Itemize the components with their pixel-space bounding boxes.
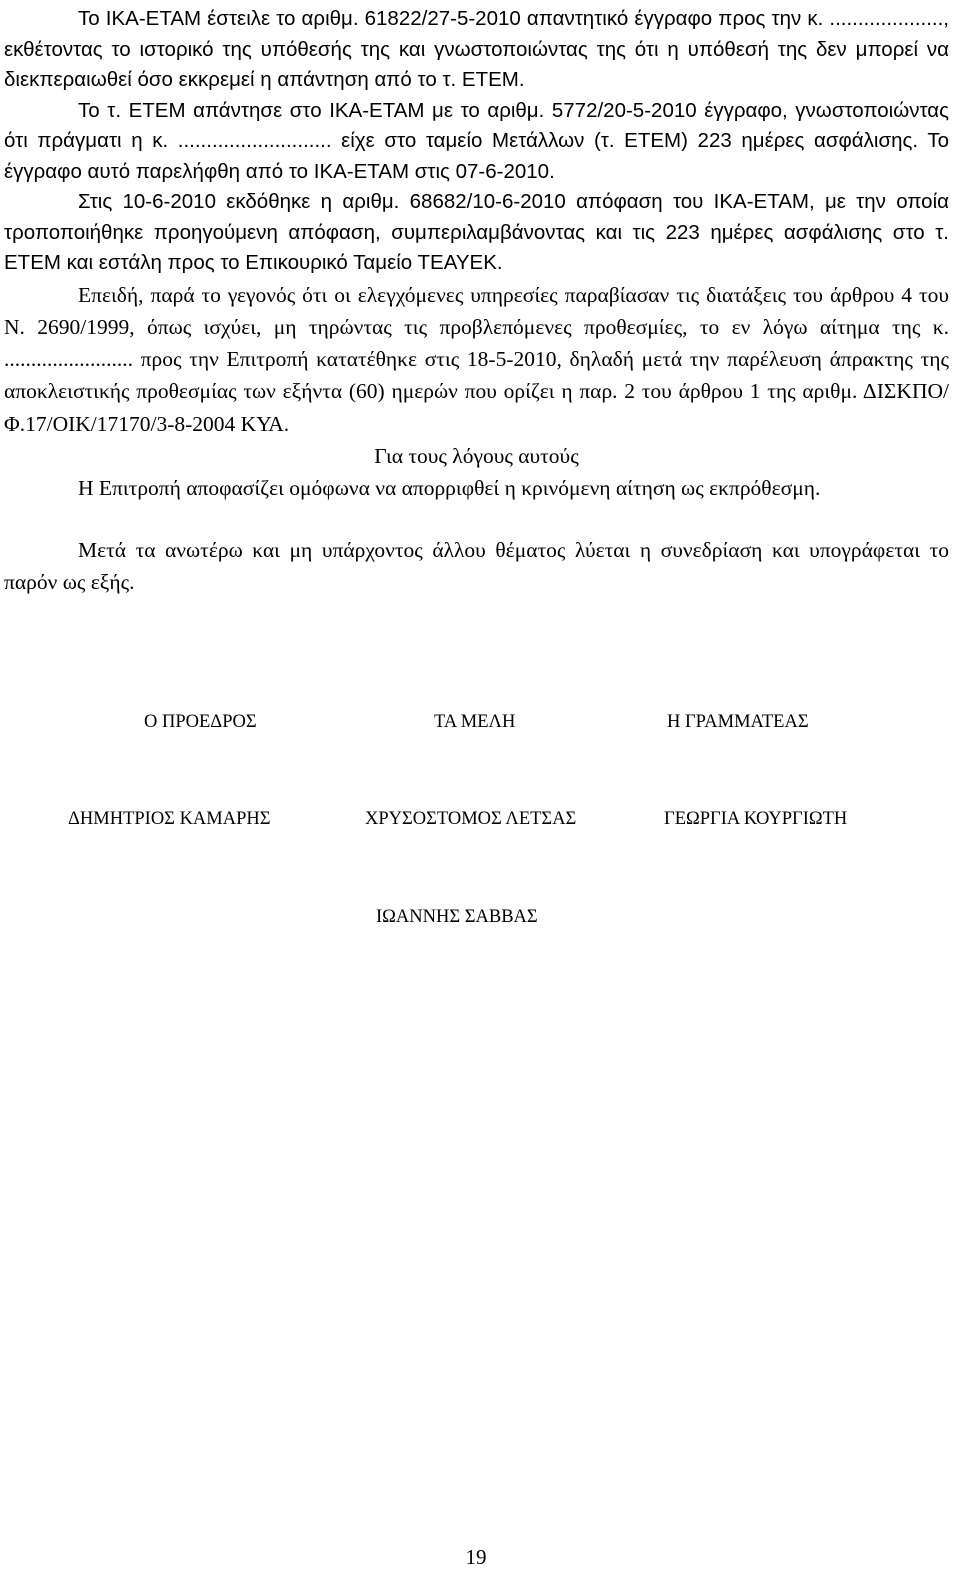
president-title: Ο ΠΡΟΕΔΡΟΣ xyxy=(144,712,257,732)
secretary-title: Η ΓΡΑΜΜΑΤΕΑΣ xyxy=(667,712,809,732)
paragraph-committee-decision: Η Επιτροπή αποφασίζει ομόφωνα να απορριφθεί η κρινόμενη αίτηση ως εκπρόθεσμη. xyxy=(78,476,821,501)
members-title: ΤΑ ΜΕΛΗ xyxy=(434,712,516,732)
paragraph-deadline-reasoning: Επειδή, παρά το γεγονός ότι οι ελεγχόμενες υπηρεσίες παραβίασαν τις διατάξεις του άρθρου 4 του Ν. 2690/1999, όπως ισχύει, μη τηρώντας τις προβλεπόμενες προθεσμίες, το εν λόγω αίτημα της κ. ........................ προς την Επιτροπή κατατέθηκε στις 18-5-2010, δηλαδή μετά την παρέλευση άπρακτης της αποκλειστικής προθεσμίας των εξήντα (60) ημερών που ορίζει η παρ. 2 του άρθρου 1 της αριθμ. ΔΙΣΚΠΟ/Φ.17/ΟΙΚ/17170/3-8-2004 ΚΥΑ. xyxy=(4,282,949,436)
document-body xyxy=(4,4,949,598)
president-name: ΔΗΜΗΤΡΙΟΣ ΚΑΜΑΡΗΣ xyxy=(68,809,271,829)
paragraph-decision-issued: Στις 10-6-2010 εκδόθηκε η αριθμ. 68682/10-6-2010 απόφαση του ΙΚΑ-ΕΤΑΜ, με την οποία τροποποιήθηκε προηγούμενη απόφαση, συμπεριλαμβάνοντας και τις 223 ημέρες ασφάλισης στο τ. ΕΤΕΜ και εστάλη προς το Επικουρικό Ταμείο ΤΕΑΥΕΚ. xyxy=(4,190,949,274)
paragraph-etem-response: Το τ. ΕΤΕΜ απάντησε στο ΙΚΑ-ΕΤΑΜ με το αριθμ. 5772/20-5-2010 έγγραφο, γνωστοποιώντας ότι πράγματι η κ. ........................... είχε στο ταμείο Μετάλλων (τ. ΕΤΕΜ) 223 ημέρες ασφάλισης. Το έγγραφο αυτό παρελήφθη από το ΙΚΑ-ΕΤΑΜ στις 07-6-2010. xyxy=(4,98,949,183)
paragraph-closing: Μετά τα ανωτέρω και μη υπάρχοντος άλλου θέματος λύεται η συνεδρίαση και υπογράφεται το παρόν ως εξής. xyxy=(4,537,949,594)
section-heading: Για τους λόγους αυτούς xyxy=(374,443,579,468)
page-number: 19 xyxy=(465,1545,487,1569)
paragraph-ika-etam-response: Το ΙΚΑ-ΕΤΑΜ έστειλε το αριθμ. 61822/27-5-2010 απαντητικό έγγραφο προς την κ. ...................., εκθέτοντας το ιστορικό της υπόθεσής της και γνωστοποιώντας της ότι η υπόθεσή της δεν μπορεί να διεκπεραιωθεί όσο εκκρεμεί η απάντηση από το τ. ΕΤΕΜ. xyxy=(4,7,949,91)
spacer xyxy=(4,505,949,534)
secretary-name: ΓΕΩΡΓΙΑ ΚΟΥΡΓΙΩΤΗ xyxy=(664,809,848,829)
member-name-2: ΙΩΑΝΝΗΣ ΣΑΒΒΑΣ xyxy=(376,907,538,927)
member-name-1: ΧΡΥΣΟΣΤΟΜΟΣ ΛΕΤΣΑΣ xyxy=(365,809,577,829)
